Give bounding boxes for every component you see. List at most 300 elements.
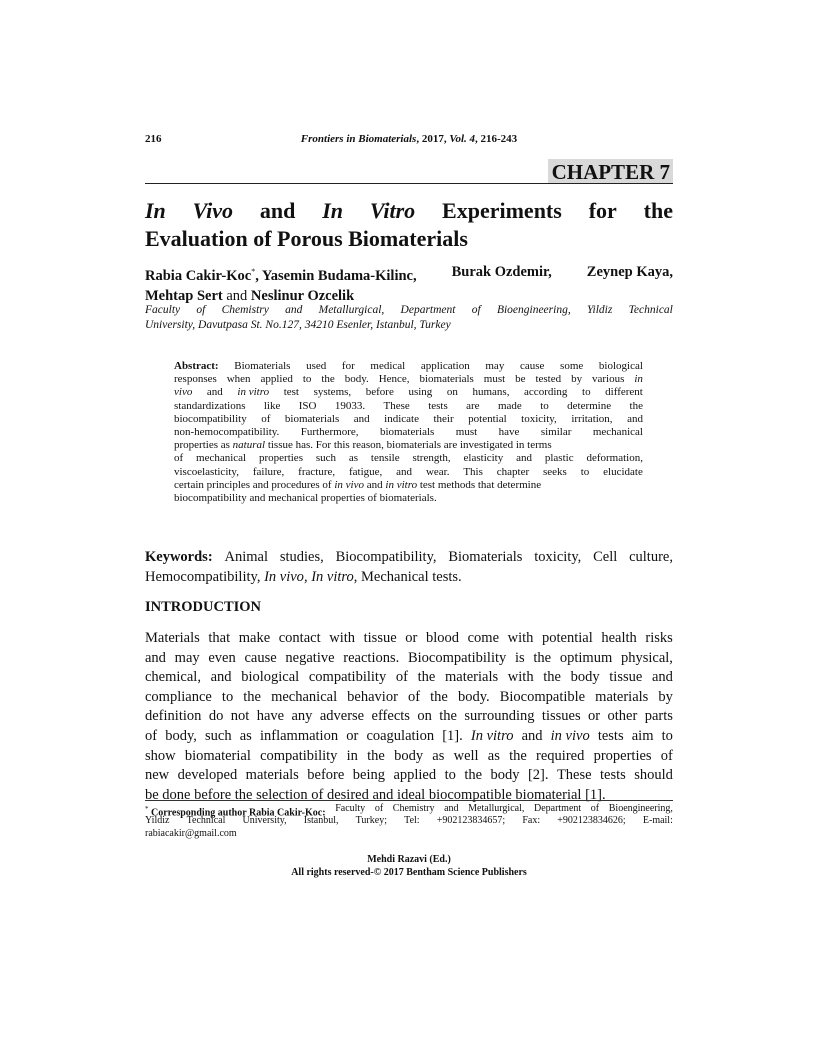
footnote-line [145,815,673,827]
abstract-line [174,426,643,439]
word: with [507,669,534,686]
word: using [408,386,433,399]
word: to [580,465,590,478]
word: such [315,452,336,465]
italic-term: in vivo [334,478,364,491]
keywords [145,547,673,587]
word: Cell [593,549,618,565]
word: Yildiz [145,815,170,827]
body-line [145,688,673,708]
word: on [446,386,458,399]
running-head [145,133,673,149]
word: as [348,452,359,465]
title-line-2: Evaluation of Porous Biomaterials [145,226,468,251]
word: properties [593,747,652,764]
word: developed [177,767,238,784]
word: cause [519,360,545,372]
word: reactions. [343,649,400,666]
word: of [261,412,271,425]
keywords-line [145,547,673,567]
word: cause [244,649,277,666]
word: with [329,630,356,646]
word: aim [631,727,654,744]
word: fatigue, [349,465,383,478]
word: biomaterials [379,425,435,438]
abstract-line [174,413,643,426]
abstract-text: test methods that determine [417,478,542,491]
word: as [487,747,500,764]
title-word: and [259,198,296,223]
word: Metallurgical, [318,304,385,316]
word: deformation, [586,452,643,465]
word: potential [468,412,507,425]
italic-term: vivo [174,386,193,399]
word: compatibility [260,747,338,764]
body-line [145,766,673,786]
word: the [533,649,552,666]
abstract-text: certain principles and procedures of [174,478,335,491]
word: have [498,425,520,438]
word: definition [145,708,202,725]
word: Biocompatible [499,688,586,705]
word: make [238,630,271,646]
word: tested [535,373,562,386]
keyword: In vivo [264,569,304,585]
abstract-line [174,479,643,492]
word: +902123834626; [557,815,626,827]
editor-line: Mehdi Razavi (Ed.) [367,854,451,865]
word: biocompatibility [174,412,247,425]
word: the [367,747,385,764]
word: applied [393,767,437,784]
keywords-line [145,567,673,587]
introduction-paragraph [145,629,673,805]
word: the [439,708,457,725]
journal-name: Frontiers in Biomaterials [300,133,417,145]
word: to [444,767,456,784]
word: their [433,412,454,425]
word: health [601,630,637,646]
word: Tel: [404,815,420,827]
word: coagulation [366,727,435,744]
word: on [417,708,432,725]
word: medical [370,360,406,372]
title-word: Experiments [442,198,562,223]
word: materials [245,767,299,784]
word: Fax: [522,815,541,827]
word: Chemistry [221,304,269,316]
word: blood [425,630,459,646]
citation-volume: Vol. 4 [449,133,476,145]
word: and [444,803,459,814]
word: according [524,386,568,399]
author-group [145,262,417,286]
word: standardizations [174,399,246,412]
word: the [509,747,527,764]
word: strength, [412,452,451,465]
word: responses [174,373,217,386]
word: well [453,747,479,764]
italic-term: in vitro [237,386,270,399]
word: the [430,688,448,705]
body-line [145,707,673,727]
word: Metallurgical, [468,803,525,814]
word: are [466,399,480,412]
word: Biocompatibility [407,649,507,666]
page-number: 216 [145,133,162,145]
word: body. [344,373,369,386]
word: Bioengineering, [608,803,673,814]
word: chemical, [145,669,201,686]
word: or [405,630,418,646]
body-line [145,649,673,669]
word: to [582,386,591,399]
footnote [145,803,673,840]
word: be [515,373,526,386]
word: and [516,452,532,465]
affiliation-line: University, Davutpasa St. No.127, 34210 Esenler, Istanbul, Turkey [145,319,451,331]
affiliation [145,303,673,333]
word: Materials [145,630,200,646]
word: of [374,803,384,814]
corresponding-label: Corresponding author Rabia Cakir-Koc: [151,807,326,819]
author-name: Burak Ozdemir, [451,264,552,280]
word: elucidate [603,465,643,478]
word: of [196,304,206,316]
word: test [283,386,299,399]
word: required [536,747,585,764]
word: tests [597,727,624,744]
abstract [174,360,643,505]
word: as [239,727,252,744]
author-name: Neslinur Ozcelik [250,287,355,304]
word: to [540,399,549,412]
word: being [352,767,385,784]
word: the [464,767,483,784]
word: various [592,373,625,386]
title-word: for [588,198,617,223]
word: of [471,304,481,316]
keyword: , Mechanical tests. [353,569,462,585]
word: Furthermore, [300,425,359,438]
word: materials [595,688,649,705]
word: Hence, [378,373,410,386]
word: Yildiz [586,304,613,316]
word: before [307,767,345,784]
word: and [396,465,413,478]
word: wear. [425,465,450,478]
word: [2]. [527,767,549,784]
word: not [230,708,250,725]
word: tissues [541,708,581,725]
corresponding-mark: * [251,267,256,276]
word: to [302,373,312,386]
footnote-lead [145,803,326,819]
word: Biomaterials [448,549,523,565]
author-conjunction: and [222,287,251,304]
word: application [420,360,470,372]
word: optimum [559,649,613,666]
word: and [145,649,166,666]
word: compliance [145,688,212,705]
publisher-block [145,853,673,879]
keywords-label: Keywords: [145,549,213,565]
word: or [346,727,359,744]
title-line-1 [145,197,673,225]
abstract-label: Abstract: [174,360,219,372]
word: similar [540,425,572,438]
abstract-line [174,466,643,479]
author-line-1 [145,262,673,286]
word: Faculty [335,803,366,814]
word: University, [242,815,287,827]
body-line [145,629,673,649]
keywords-text [145,567,462,587]
italic-term: in vitro [385,478,418,491]
word: of [660,747,673,764]
word: of [145,727,158,744]
keyword-separator: , [303,569,312,585]
word: and [521,727,543,744]
word: systems, [313,386,352,399]
footnote-rule [145,800,673,801]
word: viscoelasticity, [174,465,239,478]
word: tissue [609,669,643,686]
word: Technical [186,815,226,827]
word: of [174,452,184,465]
italic-term: In vitro [470,727,514,744]
title-word: Vivo [192,198,234,223]
word: negative [285,649,335,666]
word: fracture, [298,465,336,478]
word: as [432,747,445,764]
word: seeks [543,465,567,478]
word: must [455,425,478,438]
word: and [651,669,673,686]
body-line [145,727,673,747]
word: toxicity, [521,412,557,425]
section-heading: INTRODUCTION [145,599,262,615]
word: failure, [252,465,285,478]
word: parts [644,708,673,725]
title-word: the [643,198,673,223]
word: compatibility [308,669,387,686]
word: even [208,649,236,666]
word: and [353,412,370,425]
word: in [346,747,358,764]
word: +902123834657; [436,815,506,827]
word: and [285,304,303,316]
word: studies, [279,549,324,565]
word: when [226,373,251,386]
word: any [291,708,313,725]
author-name: Zeynep Kaya, [586,264,673,280]
word: body [394,747,424,764]
title-word: In [322,198,344,223]
word: biological [241,669,300,686]
citation-pages: , 216-243 [475,133,518,145]
word: with [507,630,534,646]
word: body. [457,688,490,705]
word: and [206,386,223,399]
word: tensile [370,452,400,465]
word: some [560,360,584,372]
word: indicate [384,412,419,425]
word: adverse [319,708,365,725]
word: may [485,360,505,372]
abstract-line [174,439,643,452]
footnote-mark: * [145,805,149,813]
word: must [483,373,506,386]
chapter-label: CHAPTER 7 [548,159,673,184]
abstract-line: biocompatibility and mechanical properties of biomaterials. [174,491,437,504]
word: biomaterials [284,412,340,425]
footnote-line [145,803,673,819]
citation-year: , 2017, [416,133,450,145]
abstract-line [174,386,643,399]
word: biomaterial [184,747,251,764]
journal-citation [145,133,673,145]
word: physical, [620,649,673,666]
word: to [661,727,673,744]
author-name: Rabia Cakir-Koc [145,267,252,284]
word: of [395,669,408,686]
abstract-text: properties as [174,439,233,452]
word: biomaterials [419,373,474,386]
word: plastic [544,452,574,465]
word: new [145,767,170,784]
word: of [590,803,600,814]
word: Animal [224,549,268,565]
word: different [605,386,643,399]
word: properties [258,452,303,465]
italic-term: natural [232,439,266,452]
abstract-text [174,479,541,492]
word: the [321,373,335,386]
word: body [570,669,600,686]
body-line [145,668,673,688]
word: irritation, [571,412,613,425]
word: to [221,688,234,705]
body-line: be done before the selection of desired and ideal biocompatible biomaterial [1]. [145,786,606,803]
word: non-hemocompatibility. [174,425,280,438]
word: the [543,669,561,686]
italic-term: in vivo [550,727,590,744]
word: such [205,727,232,744]
word: Department [400,304,456,316]
word: applied [260,373,293,386]
abstract-text: and [364,478,386,491]
word: used [306,360,327,372]
word: other [607,708,638,725]
abstract-line [174,400,643,413]
word: 19033. [334,399,366,412]
title-word: In [145,198,166,223]
word: risks [645,630,673,646]
chapter-rule [145,183,673,184]
word: like [263,399,281,412]
word: Bioengineering, [496,304,571,316]
word: [1]. [442,727,463,744]
word: biological [598,360,643,372]
abstract-text [174,439,552,452]
word: and [210,669,232,686]
word: Turkey; [355,815,387,827]
keyword: In vitro [311,569,354,585]
word: have [256,708,285,725]
word: potential [542,630,593,646]
word: E-mail: [642,815,673,827]
word: Faculty [145,304,181,316]
word: body [490,767,520,784]
footnote-email: rabiacakir@gmail.com [145,827,237,839]
word: the [629,399,643,412]
word: by [571,373,583,386]
word: Biocompatibility, [335,549,437,565]
word: surrounding [464,708,535,725]
word: by [658,688,673,705]
word: and [627,412,643,425]
word: determine [567,399,612,412]
author-list [145,262,673,306]
word: for [341,360,355,372]
word: body, [165,727,197,744]
word: Chemistry [392,803,435,814]
word: of [407,688,421,705]
word: is [515,649,525,666]
word: made [497,399,522,412]
word: come [467,630,500,646]
word: the [243,688,261,705]
word: effects [371,708,410,725]
word: Technical [628,304,673,316]
word: elasticity [463,452,504,465]
keyword: Hemocompatibility, [145,569,265,585]
author-name: , Yasemin Budama-Kilinc, [255,267,417,284]
abstract-line [174,373,643,386]
word: Istanbul, [303,815,339,827]
author-name: Mehtap Sert [145,287,223,304]
word: Department [533,803,582,814]
word: may [174,649,200,666]
abstract-text: tissue has. For this reason, biomaterials are investigated in terms [265,439,552,452]
word: mechanical [271,688,338,705]
italic-term: in [634,373,643,386]
word: This [463,465,483,478]
word: These [383,399,410,412]
word: mechanical [592,425,643,438]
word: inflammation [259,727,339,744]
word: or [588,708,601,725]
word: the [417,669,436,686]
paper-title [145,197,673,253]
abstract-line [174,360,643,373]
word: tests [600,767,626,784]
word: humans, [472,386,510,399]
word: should [634,767,673,784]
word: before [365,386,394,399]
word: do [208,708,224,725]
abstract-line [174,452,643,465]
word: Biomaterials [234,360,291,372]
word: materials [444,669,499,686]
word: that [208,630,231,646]
word: culture, [629,549,673,565]
rights-line: All rights reserved-© 2017 Bentham Science Publishers [291,867,527,878]
word: tissue [363,630,397,646]
title-word: Vitro [369,198,416,223]
word: mechanical [196,452,247,465]
